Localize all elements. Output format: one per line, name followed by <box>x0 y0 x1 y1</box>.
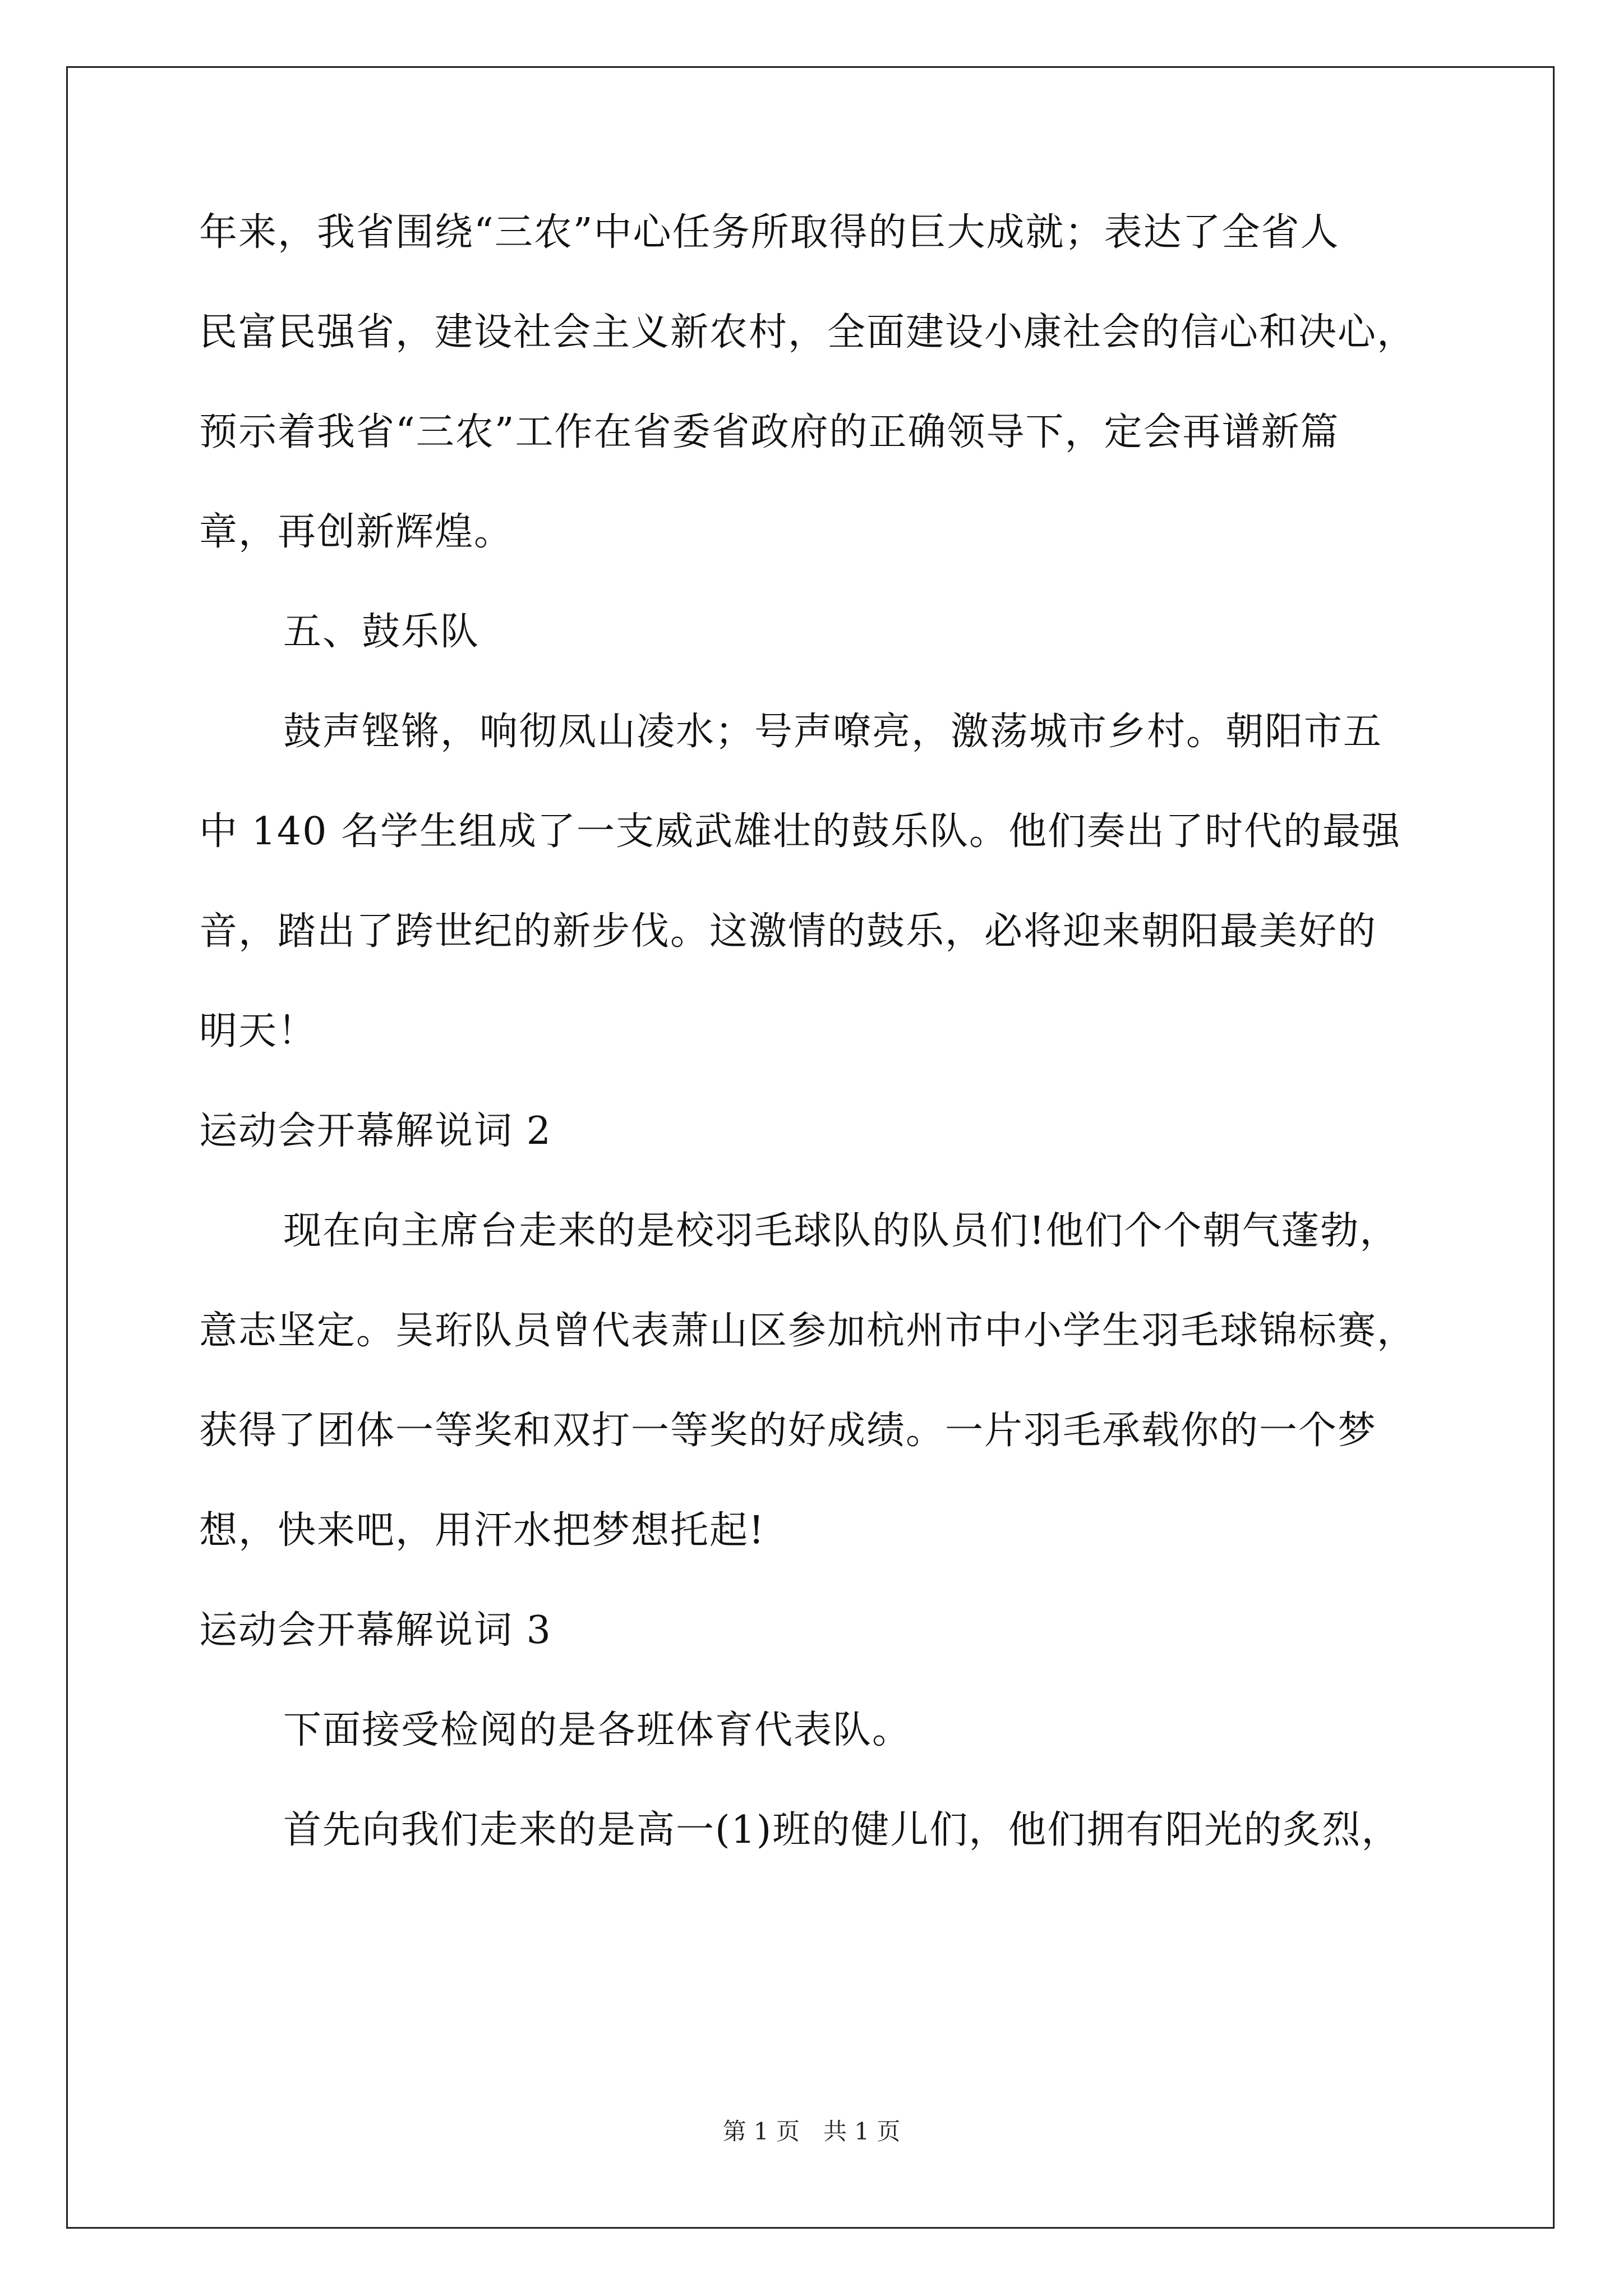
text-line: 意志坚定。吴珩队员曾代表萧山区参加杭州市中小学生羽毛球锦标赛， <box>199 1309 1417 1353</box>
text-line: 民富民强省，建设社会主义新农村，全面建设小康社会的信心和决心， <box>199 310 1417 355</box>
text-line: 明天！ <box>199 1009 317 1053</box>
document-heading: 运动会开幕解说词 3 <box>199 1608 552 1653</box>
text-line: 下面接受检阅的是各班体育代表队。 <box>283 1708 912 1752</box>
text-line: 中 140 名学生组成了一支威武雄壮的鼓乐队。他们奏出了时代的最强 <box>199 809 1401 854</box>
text-line: 音，踏出了跨世纪的新步伐。这激情的鼓乐，必将迎来朝阳最美好的 <box>199 909 1377 954</box>
text-line: 想，快来吧，用汗水把梦想托起! <box>199 1508 766 1553</box>
text-line: 年来，我省围绕“三农”中心任务所取得的巨大成就；表达了全省人 <box>199 210 1340 255</box>
text-line: 获得了团体一等奖和双打一等奖的好成绩。一片羽毛承载你的一个梦 <box>199 1409 1377 1453</box>
page-number: 第 1 页 共 1 页 <box>722 2118 901 2145</box>
section-heading: 五、鼓乐队 <box>283 610 480 654</box>
text-line: 现在向主席台走来的是校羽毛球队的队员们!他们个个朝气蓬勃， <box>283 1209 1399 1253</box>
text-line: 预示着我省“三农”工作在省委省政府的正确领导下，定会再谱新篇 <box>199 410 1340 454</box>
text-line: 章，再创新辉煌。 <box>199 510 514 554</box>
text-line: 鼓声铿锵，响彻凤山凌水；号声嘹亮，激荡城市乡村。朝阳市五 <box>283 710 1383 754</box>
document-heading: 运动会开幕解说词 2 <box>199 1109 552 1153</box>
text-line: 首先向我们走来的是高一(1)班的健儿们，他们拥有阳光的炙烈， <box>283 1808 1401 1852</box>
